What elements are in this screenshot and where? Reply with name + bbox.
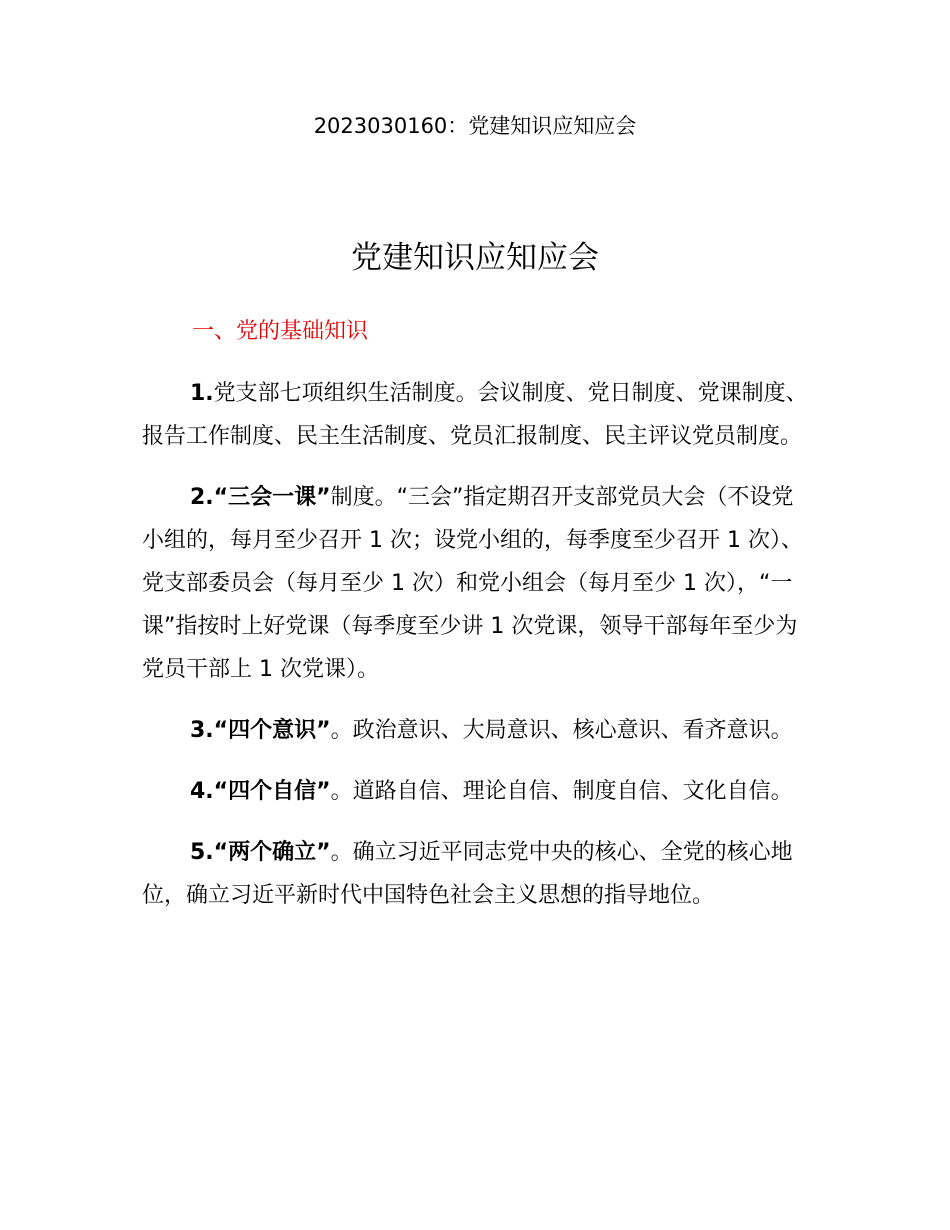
item-number: 3. — [190, 718, 214, 743]
item-text: 。政治意识、大局意识、核心意识、看齐意识。 — [330, 718, 793, 743]
item-term: “两个确立” — [213, 840, 331, 865]
document-code-header: 2023030160：党建知识应知应会 — [313, 114, 637, 138]
item-number: 5. — [190, 840, 214, 865]
item-term: “四个意识” — [213, 718, 331, 743]
list-item — [142, 770, 814, 813]
list-item — [142, 476, 814, 691]
item-term: “四个自信” — [213, 779, 331, 804]
list-item — [142, 831, 814, 917]
list-item — [142, 372, 814, 458]
item-term: “三会一课” — [213, 485, 331, 510]
document-title: 党建知识应知应会 — [351, 240, 599, 276]
section-heading: 一、党的基础知识 — [192, 319, 369, 344]
item-text: 党支部七项组织生活制度。会议制度、党日制度、党课制度、报告工作制度、民主生活制度、党员汇报制度、民主评议党员制度。 — [142, 381, 808, 449]
item-text: 。确立习近平同志党中央的核心、全党的核心地位，确立习近平新时代中国特色社会主义思想的指导地位。 — [142, 840, 793, 908]
list-item — [142, 709, 814, 752]
item-text: 制度。“三会”指定期召开支部党员大会（不设党小组的，每月至少召开 1 次；设党小组的，每季度至少召开 1 次）、党支部委员会（每月至少 1 次）和党小组会（每月至少 1 次），“一课”指按时上好党课（每季度至少讲 1 次党课，领导干部每年至少为党员干部上 1 次党课）。 — [142, 485, 803, 682]
item-text: 。道路自信、理论自信、制度自信、文化自信。 — [330, 779, 793, 804]
item-number: 2. — [190, 485, 214, 510]
item-number: 1. — [190, 381, 214, 406]
document-body — [142, 372, 814, 935]
item-number: 4. — [190, 779, 214, 804]
